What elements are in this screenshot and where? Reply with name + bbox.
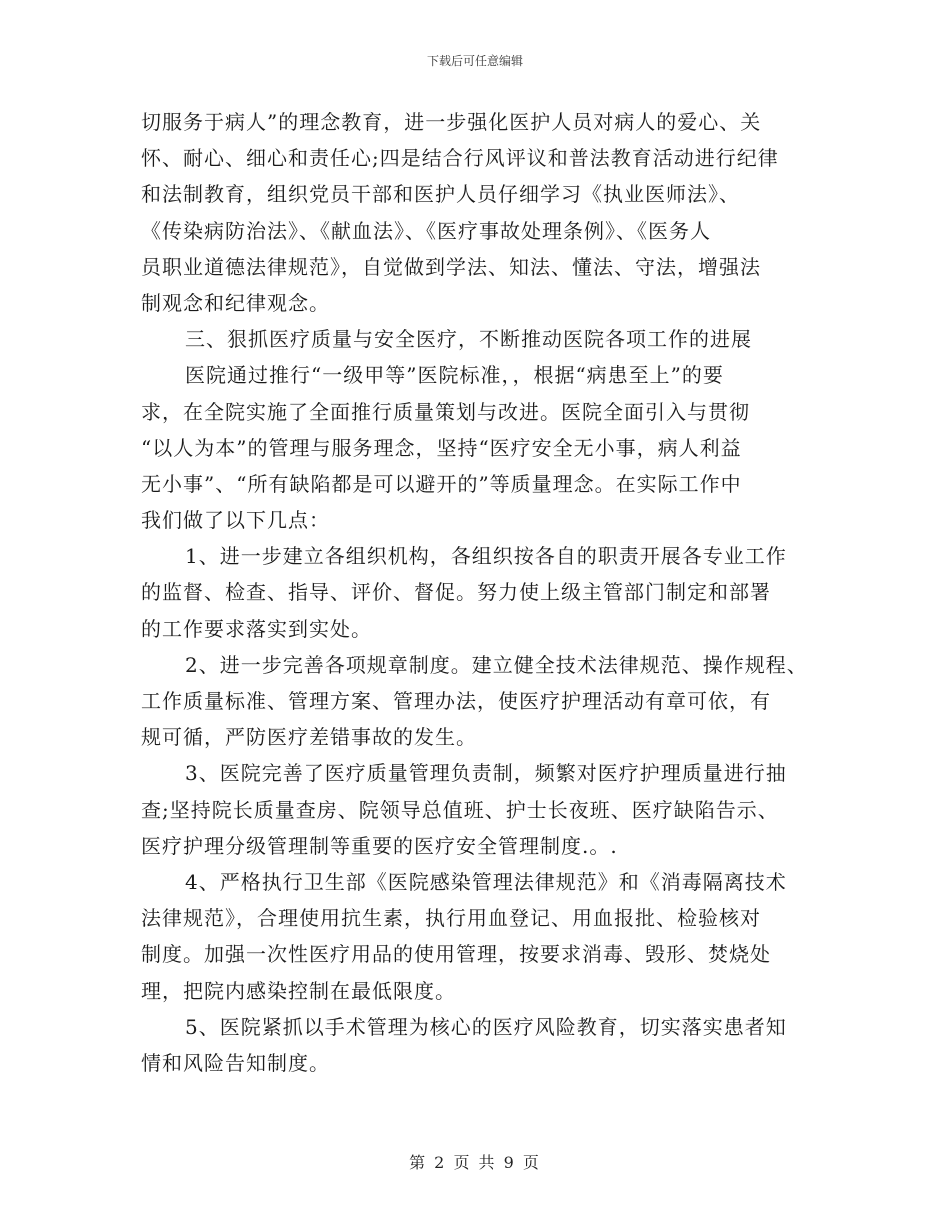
- text-line: 切服务于病人”的理念教育，进一步强化医护人员对病人的爱心、关: [141, 110, 762, 134]
- text-line: 员职业道德法律规范》，自觉做到学法、知法、懂法、守法，增强法: [141, 254, 761, 279]
- text-line: 医院通过推行“一级甲等”医院标准，，根据“病患至上”的要: [185, 363, 724, 388]
- text-line: 怀、耐心、细心和责任心;四是结合行风评议和普法教育活动进行纪律: [141, 146, 779, 171]
- text-line: 无小事”、“所有缺陷都是可以避开的”等质量理念。在实际工作中: [141, 471, 742, 496]
- text-line: 4、严格执行卫生部《医院感染管理法律规范》和《消毒隔离技术: [185, 869, 787, 894]
- text-line: 法律规范》，合理使用抗生素，执行用血登记、用血报批、检验核对: [141, 906, 761, 931]
- text-line: 和法制教育，组织党员干部和医护人员仔细学习《执业医师法》、: [141, 182, 740, 207]
- text-line: 3、医院完善了医疗质量管理负责制，频繁对医疗护理质量进行抽: [185, 761, 787, 786]
- page-footer: 第 2 页 共 9 页: [409, 1153, 541, 1172]
- text-line: 查;坚持院长质量查房、院领导总值班、护士长夜班、医疗缺陷告示、: [141, 797, 779, 822]
- text-line: 的监督、检查、指导、评价、督促。努力使上级主管部门制定和部署: [141, 580, 771, 605]
- page-header: 下载后可任意编辑: [426, 54, 523, 68]
- text-line: 规可循，严防医疗差错事故的发生。: [141, 725, 477, 750]
- text-line: 我们做了以下几点：: [141, 508, 330, 533]
- text-line: 工作质量标准、管理方案、管理办法，使医疗护理活动有章可依，有: [141, 689, 771, 713]
- text-line: 的工作要求落实到实处。: [141, 616, 372, 641]
- text-line: 5、医院紧抓以手术管理为核心的医疗风险教育，切实落实患者知: [185, 1014, 787, 1039]
- text-line: 制度。加强一次性医疗用品的使用管理，按要求消毒、毁形、焚烧处: [141, 942, 771, 967]
- text-line: 情和风险告知制度。: [141, 1050, 330, 1075]
- text-line: 1、进一步建立各组织机构，各组织按各自的职责开展各专业工作: [185, 544, 787, 569]
- text-line: 三、狠抓医疗质量与安全医疗，不断推动医院各项工作的进展: [185, 327, 752, 352]
- document-body: [141, 104, 831, 1081]
- text-line: “以人为本”的管理与服务理念，坚持“医疗安全无小事，病人利益: [141, 435, 742, 460]
- text-line: 2、进一步完善各项规章制度。建立健全技术法律规范、操作规程、: [185, 652, 808, 677]
- text-line: 《传染病防治法》、《献血法》、《医疗事故处理条例》、《医务人: [141, 218, 711, 243]
- text-line: 求，在全院实施了全面推行质量策划与改进。医院全面引入与贯彻: [141, 399, 750, 424]
- text-line: 医疗护理分级管理制等重要的医疗安全管理制度.。.: [141, 833, 618, 858]
- text-line: 制观念和纪律观念。: [141, 290, 330, 315]
- text-line: 理，把院内感染控制在最低限度。: [141, 978, 456, 1003]
